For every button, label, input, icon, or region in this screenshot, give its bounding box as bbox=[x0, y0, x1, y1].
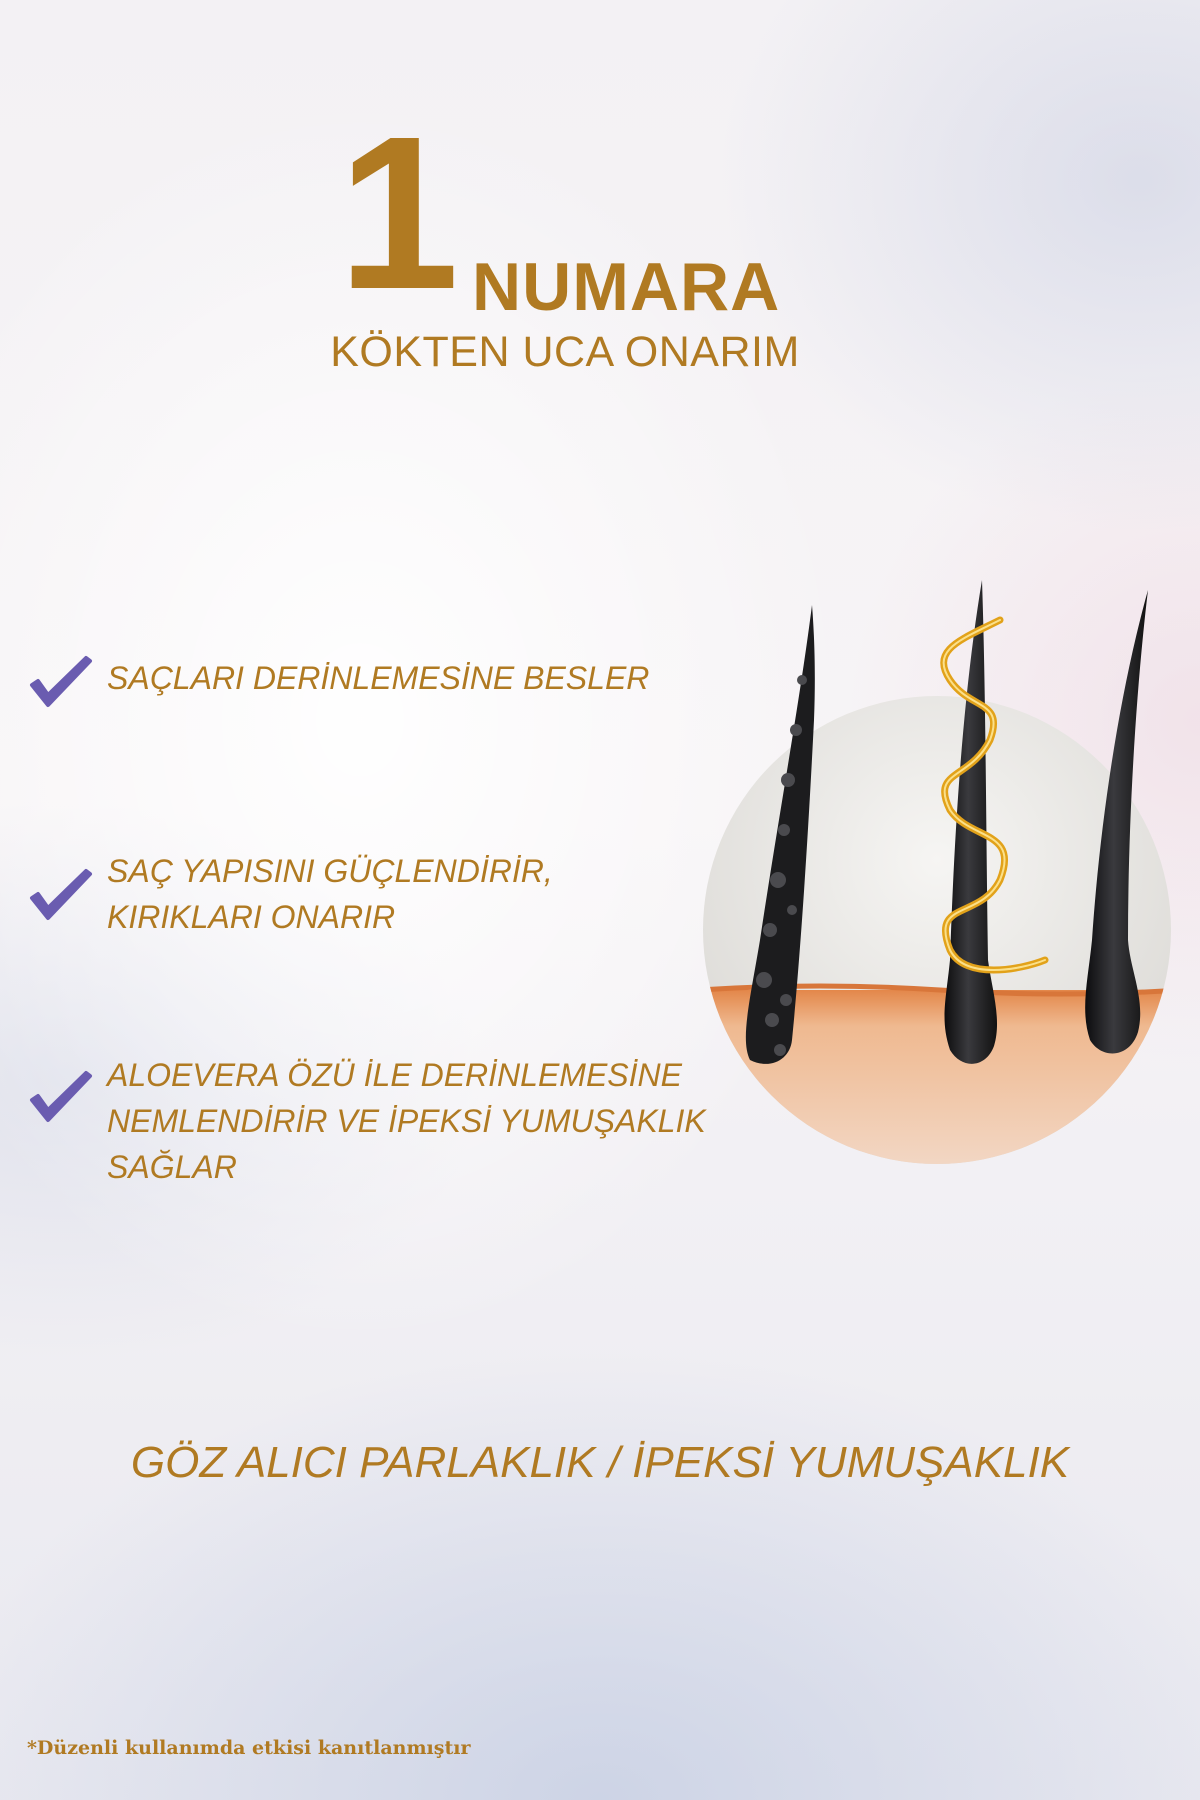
check-icon bbox=[28, 655, 94, 711]
footnote: *Düzenli kullanımda etkisi kanıtlanmıştır bbox=[27, 1737, 471, 1759]
check-icon bbox=[28, 868, 94, 924]
headline-subtitle: KÖKTEN UCA ONARIM bbox=[330, 328, 800, 376]
feature-text: SAÇ YAPISINI GÜÇLENDİRİR, KIRIKLARI ONARIR bbox=[107, 853, 553, 935]
headline bbox=[0, 92, 1200, 435]
headline-word: NUMARA bbox=[472, 249, 781, 325]
tagline: GÖZ ALICI PARLAKLIK / İPEKSİ YUMUŞAKLIK bbox=[130, 1438, 1070, 1487]
check-icon bbox=[28, 1070, 94, 1126]
headline-number: 1 bbox=[338, 92, 454, 335]
feature-text: SAÇLARI DERİNLEMESİNE BESLER bbox=[107, 660, 650, 696]
feature-text: ALOEVERA ÖZÜ İLE DERİNLEMESİNE NEMLENDİRİR VE İPEKSİ YUMUŞAKLIK SAĞLAR bbox=[107, 1057, 706, 1185]
hair-follicle-illustration bbox=[700, 580, 1180, 1180]
